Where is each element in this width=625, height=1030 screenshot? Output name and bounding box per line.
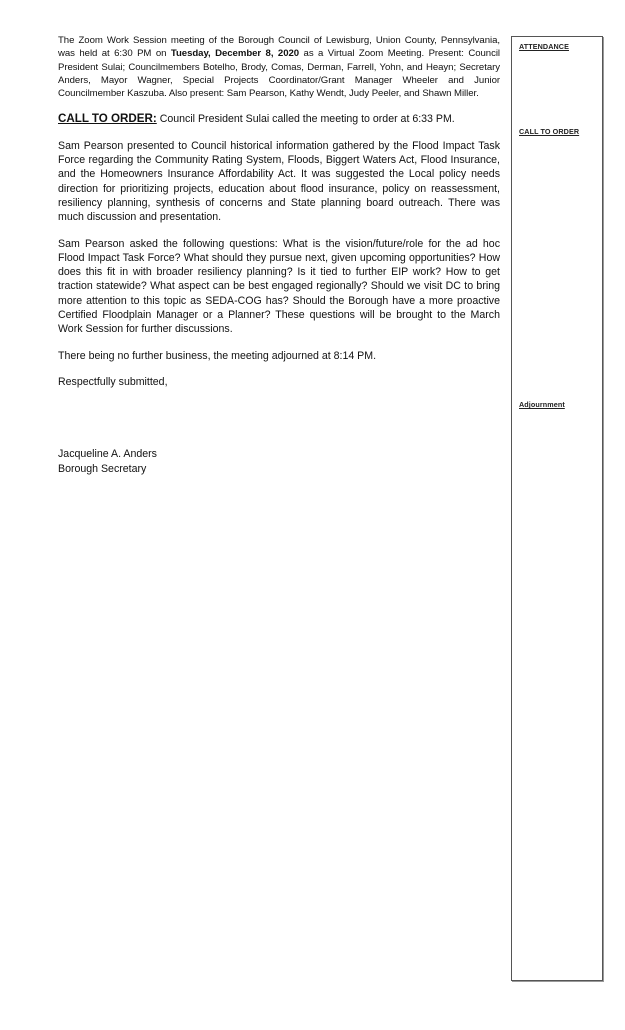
attendance-text-start: The Zoom Work Session meeting of the Borough Council of Lewisburg, Union County, Pennsylvania, was held at 6:30 PM on (58, 35, 500, 60)
attendance-paragraph (58, 34, 500, 100)
minutes-body (58, 34, 500, 476)
questions-paragraph: Sam Pearson asked the following questions: What is the vision/future/role for the ad hoc Flood Impact Task Force? What should they pursue next, given upcoming opportunities? How does this fit in with broader resiliency planning? Is it tied to further EIP work? How to get traction statewide? What aspect can be best engaged regionally? Should we visit DC to bring more attention to this topic as SEDA-COG has? Should the Borough have a more proactive Certified Floodplain Manager or a Planner? These questions will be brought to the March Work Session for further discussions. (58, 237, 500, 336)
meeting-date: Tuesday, December 8, 2020 (170, 48, 300, 60)
call-to-order-text: Council President Sulai called the meeting to order at 6:33 PM. (156, 113, 455, 126)
adjournment-paragraph: There being no further business, the meeting adjourned at 8:14 PM. (58, 349, 377, 362)
sidebar-label-attendance: ATTENDANCE (519, 42, 569, 51)
call-to-order-heading: CALL TO ORDER: (58, 112, 157, 126)
signature-space (58, 401, 500, 447)
presentation-paragraph: Sam Pearson presented to Council historical information gathered by the Flood Impact Task Force regarding the Community Rating System, Floods, Biggert Waters Act, Flood Insurance, and the Homeowners Insurance Affordability Act. It was suggested the Local policy needs direction for prioritizing projects, education about flood insurance, policy on reassessment, resiliency planning, synthesis of concerns and State planning board outreach. There was much discussion and presentation. (58, 139, 500, 224)
signature-block (58, 447, 500, 476)
sidebar-label-adjournment: Adjournment (519, 400, 565, 409)
call-to-order-paragraph (58, 112, 500, 126)
sidebar-label-call-to-order: CALL TO ORDER (519, 127, 580, 136)
signatory-title: Borough Secretary (58, 462, 147, 475)
closing-line: Respectfully submitted, (58, 375, 168, 388)
margin-notes-column (511, 36, 603, 981)
attendance-text-end: as a Virtual Zoom Meeting. Present: Council President Sulai; Councilmembers Botelho, Brody, Comas, Derman, Farrell, Yohn, and Heayn; Secretary Anders, Mayor Wagner, Special Projects Coordinator/Grant Manager Wheeler and Junior Councilmember Kaszuba. Also present: Sam Pearson, Kathy Wendt, Judy Peeler, and Shawn Miller. (58, 48, 501, 100)
signatory-name: Jacqueline A. Anders (58, 448, 157, 461)
